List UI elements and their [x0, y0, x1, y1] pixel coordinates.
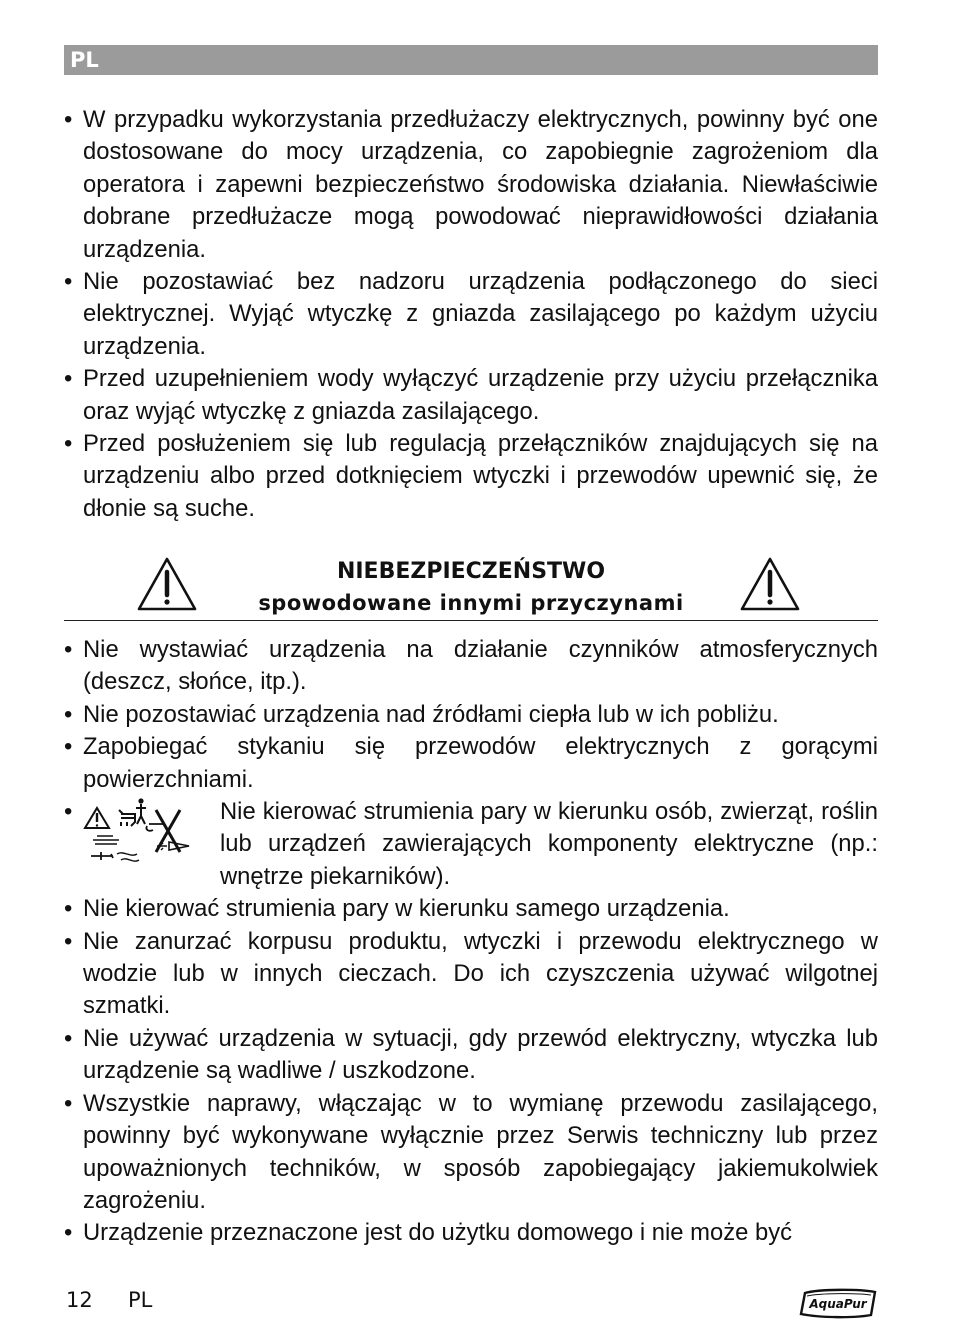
list-item [64, 893, 878, 925]
bullet: • [64, 636, 73, 663]
bullet: • [64, 365, 73, 393]
list-item [64, 1088, 878, 1218]
bullet: • [64, 895, 73, 923]
list-item [64, 634, 878, 699]
list-item [64, 266, 878, 363]
list-item-text: Nie kierować strumienia pary w kierunku samego urządzenia. [83, 895, 730, 923]
list-item [64, 363, 878, 428]
list-item [64, 104, 878, 266]
list-item-text: Wszystkie naprawy, włączając w to wymianę przewodu zasilającego, powinny być wykonywane wyłącznie przez Serwis techniczny lub przez upoważnionych techników, w sposób zapobiegający jakiemukolwiek zagrożeniu. [83, 1089, 878, 1214]
bullet: • [64, 733, 73, 761]
list-item [64, 796, 878, 893]
no-steam-toward-people-icon [83, 796, 195, 868]
language-label: PL [70, 48, 99, 72]
page-number: 12 [66, 1288, 93, 1312]
list-item-text: Nie pozostawiać urządzenia nad źródłami ciepła lub w ich pobliżu. [83, 700, 779, 728]
list-item-text: Nie pozostawiać bez nadzoru urządzenia podłączonego do sieci elektrycznej. Wyjąć wtyczkę z gniazda zasilającego po każdym użyciu urządzenia. [83, 268, 878, 360]
list-item [64, 1023, 878, 1088]
list-item-text: W przypadku wykorzystania przedłużaczy elektrycznych, powinny być one dostosowane do mocy urządzenia, co zapobiegnie zagrożeniom dla operatora i zapewni bezpieczeństwo środowiska działania. Niewłaściwie dobrane przedłużacze mogą powodować nieprawidłowości działania urządzenia. [83, 106, 878, 263]
svg-text:AquaPur: AquaPur [809, 1297, 867, 1311]
list-item [64, 1217, 878, 1249]
danger-title: NIEBEZPIECZEŃSTWO [336, 559, 606, 584]
language-header-bar [64, 45, 878, 75]
list-item-text: Przed posłużeniem się lub regulacją przełączników znajdujących się na urządzeniu albo przed dotknięciem wtyczki i przewodów upewnić się, że dłonie są suche. [83, 430, 878, 522]
bullet: • [64, 106, 73, 133]
list-item-text: Zapobiegać stykaniu się przewodów elektrycznych z gorącymi powierzchniami. [83, 733, 878, 793]
bullet: • [64, 1024, 73, 1052]
bullet: • [64, 268, 73, 296]
safety-list-electrical [64, 104, 878, 525]
danger-subtitle: spowodowane innymi przyczynami [258, 591, 684, 615]
bullet: • [64, 1089, 73, 1117]
bullet: • [64, 700, 73, 728]
bullet: • [64, 1219, 73, 1247]
list-item-text: Nie zanurzać korpusu produktu, wtyczki i przewodu elektrycznego w wodzie lub w innych cieczach. Do ich czyszczenia używać wilgotnej szmatki. [83, 927, 878, 1020]
list-item-text: Nie używać urządzenia w sytuacji, gdy przewód elektryczny, wtyczka lub urządzenie są wadliwe / uszkodzone. [83, 1024, 878, 1085]
safety-list-other [64, 634, 878, 1250]
bullet: • [64, 430, 73, 458]
warning-triangle-icon [739, 556, 801, 612]
aquapur-logo [799, 1287, 879, 1321]
list-item [64, 428, 878, 525]
list-item-text: Urządzenie przeznaczone jest do użytku domowego i nie może być [83, 1219, 792, 1247]
danger-heading [64, 556, 878, 621]
list-item-text: Nie wystawiać urządzenia na działanie czynników atmosferycznych (deszcz, słońce, itp.). [83, 636, 878, 696]
list-item [64, 699, 878, 731]
list-item-text: Przed uzupełnieniem wody wyłączyć urządzenie przy użyciu przełącznika oraz wyjąć wtyczkę z gniazda zasilającego. [83, 365, 878, 425]
footer-language: PL [128, 1288, 153, 1312]
bullet: • [64, 798, 73, 826]
list-item [64, 731, 878, 796]
list-item-text: Nie kierować strumienia pary w kierunku osób, zwierząt, roślin lub urządzeń zawierających komponenty elektryczne (np.: wnętrze piekarników). [220, 798, 878, 890]
bullet: • [64, 927, 73, 955]
list-item [64, 926, 878, 1023]
